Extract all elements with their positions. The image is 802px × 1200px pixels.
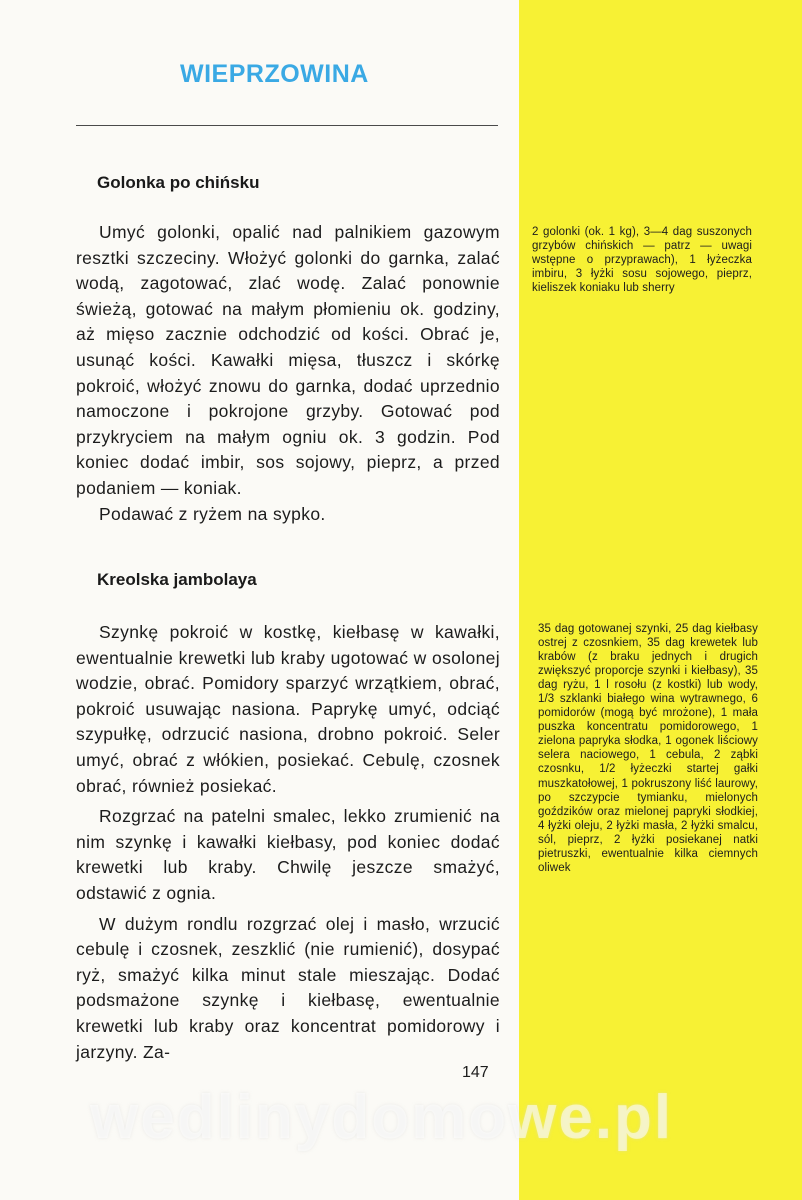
instruction-paragraph: Rozgrzać na patelni smalec, lekko zrumienić na nim szynkę i kawałki kiełbasy, pod koniec dodać krewetki lub kraby. Chwilę jeszcze smażyć, odstawić z ognia. — [76, 806, 500, 903]
instruction-paragraph: Szynkę pokroić w kostkę, kiełbasę w kawałki, ewentualnie krewetki lub kraby ugotować w osolonej wodzie, obrać. Pomidory sparzyć wrzątkiem, obrać, pokroić usuwając nasiona. Paprykę umyć, odciąć szypułkę, odrzucić nasiona, drobno pokroić. Seler umyć, obrać z włókien, posiekać. Cebulę, czosnek obrać, również posiekać. — [76, 622, 500, 796]
recipe-title-jambolaya: Kreolska jambolaya — [97, 570, 257, 589]
page-number: 147 — [462, 1064, 489, 1081]
recipe-title-golonka: Golonka po chińsku — [97, 173, 260, 192]
ingredients-golonka: 2 golonki (ok. 1 kg), 3—4 dag suszonych grzybów chińskich — patrz — uwagi wstępne o przyprawach), 1 łyżeczka imbiru, 3 łyżki sosu sojowego, pieprz, kieliszek koniaku lub sherry — [532, 226, 752, 295]
recipe-instructions-jambolaya — [76, 620, 500, 1065]
instruction-paragraph: W dużym rondlu rozgrzać olej i masło, wrzucić cebulę i czosnek, zeszklić (nie rumienić), dosypać ryż, smażyć kilka minut stale mieszając. Dodać podsmażone szynkę i kiełbasę, ewentualnie krewetki lub kraby oraz koncentrat pomidorowy i jarzyny. Za- — [76, 913, 500, 1062]
ingredients-jambolaya: 35 dag gotowanej szynki, 25 dag kiełbasy ostrej z czosnkiem, 35 dag krewetek lub krabów (z braku jednych i drugich zwiększyć proporcje szynki i kiełbasy), 35 dag ryżu, 1 l rosołu (z kostki) lub wody, 1/3 szklanki białego wina wytrawnego, 6 pomidorów (mogą być mrożone), 1 mała puszka koncentratu pomidorowego, 1 zielona papryka słodka, 1 ogonek liściowy selera naciowego, 1 cebula, 2 ząbki czosnku, 1/2 łyżeczki startej gałki muszkatołowej, 1 pokruszony liść laurowy, po szczypcie tymianku, mielonych goździków oraz mielonej papryki słodkiej, 4 łyżki oleju, 2 łyżki masła, 2 łyżki smalcu, sól, pieprz, 2 łyżki posiekanej natki pietruszki, ewentualnie kilka ciemnych oliwek — [538, 623, 758, 874]
section-title: WIEPRZOWINA — [180, 60, 369, 88]
instruction-paragraph: Podawać z ryżem na sypko. — [99, 503, 326, 524]
watermark: wedlinydomowe.pl — [90, 1083, 674, 1152]
recipe-instructions-golonka — [76, 220, 500, 527]
instruction-paragraph: Umyć golonki, opalić nad palnikiem gazowym resztki szczeciny. Włożyć golonki do garnka, zalać wodą, zagotować, zlać wodę. Zalać ponownie świeżą, gotować na małym płomieniu ok. godziny, aż mięso zacznie odchodzić od kości. Obrać je, usunąć kości. Kawałki mięsa, tłuszcz i skórkę pokroić, włożyć znowu do garnka, dodać uprzednio namoczone i pokrojone grzyby. Gotować pod przykryciem na małym ogniu ok. 3 godzin. Pod koniec dodać imbir, sos sojowy, pieprz, a przed podaniem — koniak. — [76, 222, 500, 498]
header-divider — [76, 125, 498, 126]
ingredients-sidebar-background — [519, 0, 802, 1200]
